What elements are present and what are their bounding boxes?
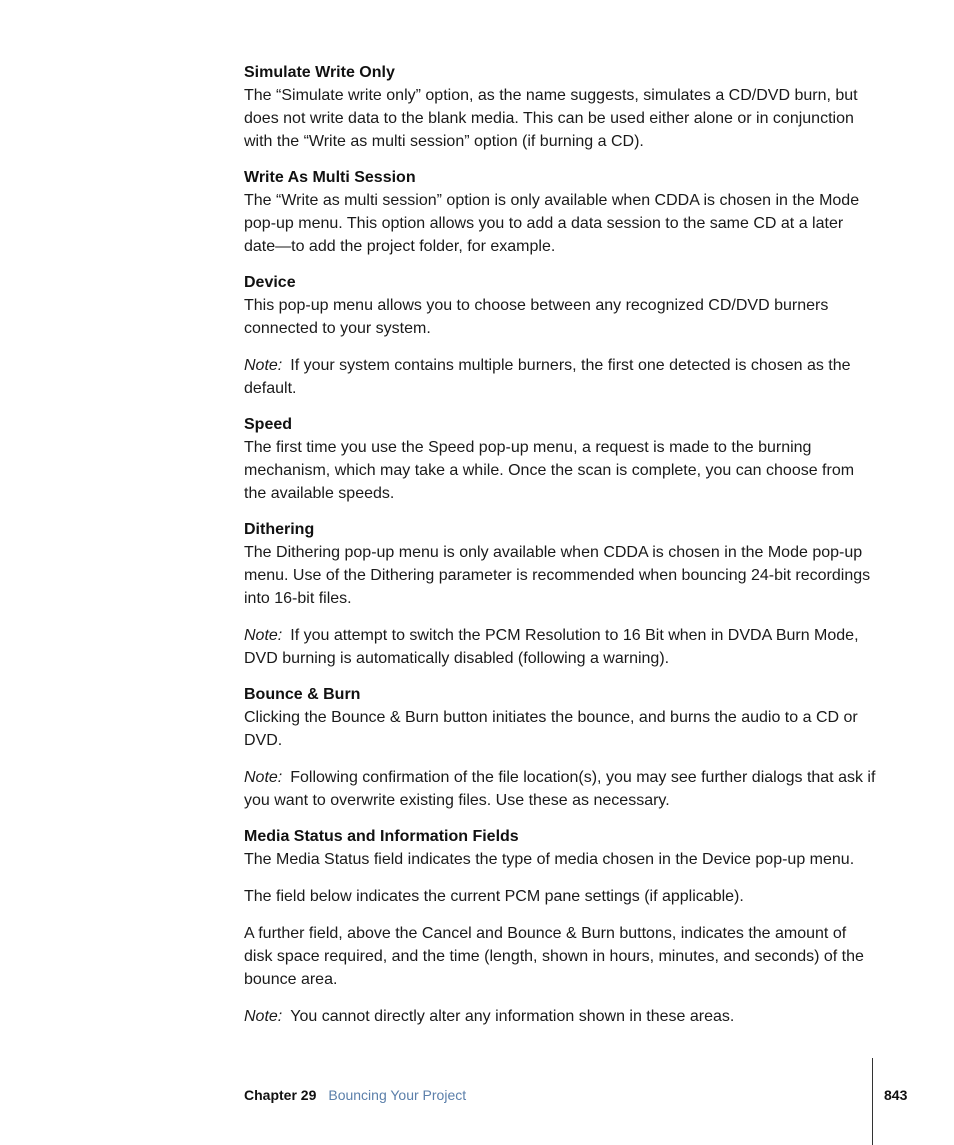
page-content (244, 62, 876, 1042)
section-heading: Dithering (244, 521, 315, 538)
section-heading: Speed (244, 416, 293, 433)
section-heading: Media Status and Information Fields (244, 828, 519, 845)
chapter-title-link[interactable]: Bouncing Your Project (328, 1087, 467, 1103)
section-heading: Bounce & Burn (244, 686, 361, 703)
footer-divider (872, 1058, 873, 1145)
paragraph: A further field, above the Cancel and Bounce & Burn buttons, indicates the amount of disk space required, and the time (length, shown in hours, minutes, and seconds) of the bounce area. (244, 925, 864, 988)
section-heading: Device (244, 274, 296, 291)
note-label: Note: (244, 1008, 283, 1025)
note-paragraph (244, 766, 876, 812)
page-footer (244, 1086, 466, 1104)
note-label: Note: (244, 769, 283, 786)
note-paragraph (244, 354, 876, 400)
section-dithering (244, 519, 876, 670)
paragraph: The “Write as multi session” option is only available when CDDA is chosen in the Mode pop-up menu. This option allows you to add a data session to the same CD at a later date—to add the project folder, for example. (244, 192, 860, 255)
section-heading: Write As Multi Session (244, 169, 416, 186)
section-media-status (244, 826, 876, 1028)
section-heading: Simulate Write Only (244, 64, 395, 81)
section-write-as-multi-session (244, 167, 876, 258)
chapter-number: Chapter 29 (244, 1087, 317, 1103)
paragraph: The Dithering pop-up menu is only available when CDDA is chosen in the Mode pop-up menu. Use of the Dithering parameter is recommended when bouncing 24-bit recordings into 16-bit files. (244, 544, 871, 607)
note-paragraph (244, 1005, 876, 1028)
note-paragraph (244, 624, 876, 670)
note-text: If your system contains multiple burners, the first one detected is chosen as the default. (244, 357, 851, 397)
section-simulate-write-only (244, 62, 876, 153)
paragraph: This pop-up menu allows you to choose between any recognized CD/DVD burners connected to your system. (244, 297, 829, 337)
section-device (244, 272, 876, 400)
paragraph: Clicking the Bounce & Burn button initiates the bounce, and burns the audio to a CD or DVD. (244, 709, 858, 749)
paragraph: The “Simulate write only” option, as the name suggests, simulates a CD/DVD burn, but does not write data to the blank media. This can be used either alone or in conjunction with the “Write as multi session” option (if burning a CD). (244, 87, 858, 150)
page-number: 843 (884, 1087, 908, 1103)
paragraph: The field below indicates the current PCM pane settings (if applicable). (244, 888, 744, 905)
paragraph: The Media Status field indicates the type of media chosen in the Device pop-up menu. (244, 851, 855, 868)
section-speed (244, 414, 876, 505)
note-text: You cannot directly alter any information shown in these areas. (290, 1008, 735, 1025)
note-label: Note: (244, 627, 283, 644)
note-label: Note: (244, 357, 283, 374)
paragraph: The first time you use the Speed pop-up menu, a request is made to the burning mechanism, which may take a while. Once the scan is complete, you can choose from the available speeds. (244, 439, 855, 502)
note-text: Following confirmation of the file location(s), you may see further dialogs that ask if you want to overwrite existing files. Use these as necessary. (244, 769, 876, 809)
section-bounce-and-burn (244, 684, 876, 812)
note-text: If you attempt to switch the PCM Resolution to 16 Bit when in DVDA Burn Mode, DVD burning is automatically disabled (following a warning). (244, 627, 859, 667)
